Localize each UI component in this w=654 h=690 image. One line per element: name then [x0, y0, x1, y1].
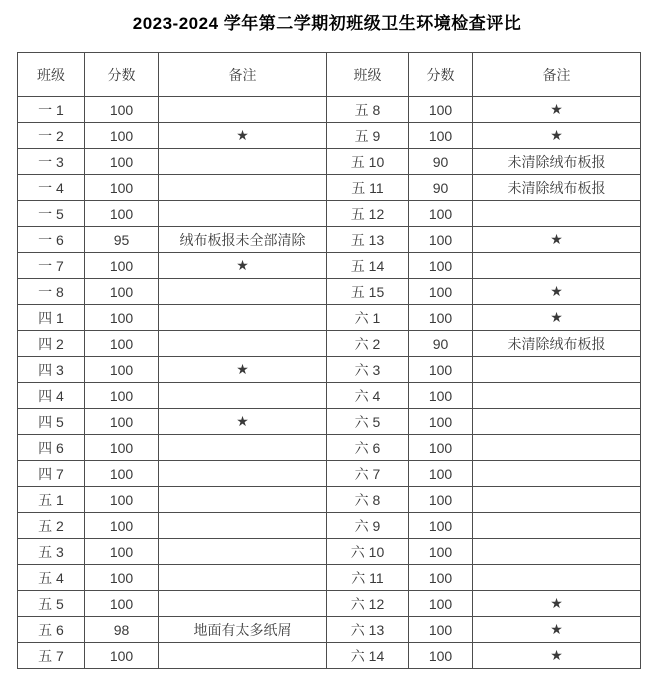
score-cell: 100 — [85, 149, 159, 175]
remark-cell — [159, 201, 327, 227]
class-cell: 五 12 — [327, 201, 409, 227]
score-cell: 100 — [85, 279, 159, 305]
remark-cell — [473, 461, 641, 487]
score-cell: 100 — [409, 461, 473, 487]
class-cell: 四 5 — [18, 409, 85, 435]
score-cell: 100 — [85, 175, 159, 201]
class-cell: 五 7 — [18, 643, 85, 669]
table-row — [18, 617, 641, 643]
header-remark-left: 备注 — [159, 53, 327, 97]
score-cell: 100 — [85, 331, 159, 357]
class-cell: 四 7 — [18, 461, 85, 487]
score-cell: 100 — [85, 643, 159, 669]
remark-cell: ★ — [473, 591, 641, 617]
header-class-left: 班级 — [18, 53, 85, 97]
table-row — [18, 383, 641, 409]
score-cell: 98 — [85, 617, 159, 643]
remark-cell — [159, 279, 327, 305]
class-cell: 六 6 — [327, 435, 409, 461]
remark-cell: ★ — [159, 409, 327, 435]
class-cell: 六 2 — [327, 331, 409, 357]
table-row — [18, 487, 641, 513]
table-row — [18, 539, 641, 565]
table-row — [18, 279, 641, 305]
score-cell: 100 — [409, 253, 473, 279]
class-cell: 四 3 — [18, 357, 85, 383]
score-cell: 100 — [409, 123, 473, 149]
remark-cell — [159, 461, 327, 487]
remark-cell — [159, 175, 327, 201]
class-cell: 五 10 — [327, 149, 409, 175]
score-cell: 100 — [85, 539, 159, 565]
class-cell: 六 3 — [327, 357, 409, 383]
score-cell: 100 — [409, 591, 473, 617]
score-cell: 100 — [85, 253, 159, 279]
score-cell: 100 — [409, 513, 473, 539]
class-cell: 四 1 — [18, 305, 85, 331]
score-cell: 100 — [85, 435, 159, 461]
score-cell: 100 — [409, 565, 473, 591]
class-cell: 五 9 — [327, 123, 409, 149]
remark-cell: 绒布板报未全部清除 — [159, 227, 327, 253]
score-cell: 95 — [85, 227, 159, 253]
score-cell: 100 — [409, 357, 473, 383]
remark-cell — [473, 513, 641, 539]
score-cell: 100 — [85, 591, 159, 617]
remark-cell — [159, 435, 327, 461]
score-cell: 100 — [409, 279, 473, 305]
remark-cell — [159, 383, 327, 409]
score-cell: 90 — [409, 149, 473, 175]
class-cell: 一 8 — [18, 279, 85, 305]
hygiene-evaluation-table — [17, 52, 641, 669]
table-row — [18, 409, 641, 435]
remark-cell — [473, 383, 641, 409]
header-score-left: 分数 — [85, 53, 159, 97]
table-row — [18, 565, 641, 591]
remark-cell: ★ — [473, 279, 641, 305]
remark-cell — [473, 201, 641, 227]
class-cell: 五 3 — [18, 539, 85, 565]
table-row — [18, 175, 641, 201]
class-cell: 六 10 — [327, 539, 409, 565]
remark-cell — [473, 565, 641, 591]
remark-cell — [159, 591, 327, 617]
remark-cell: 未清除绒布板报 — [473, 149, 641, 175]
score-cell: 100 — [85, 201, 159, 227]
remark-cell — [159, 331, 327, 357]
class-cell: 六 5 — [327, 409, 409, 435]
header-score-right: 分数 — [409, 53, 473, 97]
page-title: 2023-2024 学年第二学期初班级卫生环境检查评比 — [132, 14, 522, 33]
class-cell: 五 5 — [18, 591, 85, 617]
remark-cell — [473, 487, 641, 513]
header-remark-right: 备注 — [473, 53, 641, 97]
table-row — [18, 331, 641, 357]
class-cell: 一 5 — [18, 201, 85, 227]
score-cell: 90 — [409, 175, 473, 201]
score-cell: 100 — [409, 617, 473, 643]
table-row — [18, 201, 641, 227]
class-cell: 一 7 — [18, 253, 85, 279]
class-cell: 六 7 — [327, 461, 409, 487]
table-row — [18, 461, 641, 487]
remark-cell: ★ — [473, 617, 641, 643]
table-row — [18, 435, 641, 461]
class-cell: 六 13 — [327, 617, 409, 643]
remark-cell — [159, 643, 327, 669]
class-cell: 六 12 — [327, 591, 409, 617]
remark-cell — [473, 539, 641, 565]
class-cell: 五 13 — [327, 227, 409, 253]
score-cell: 100 — [85, 409, 159, 435]
remark-cell — [473, 253, 641, 279]
remark-cell — [159, 539, 327, 565]
score-cell: 100 — [409, 487, 473, 513]
remark-cell: ★ — [159, 123, 327, 149]
remark-cell: ★ — [159, 357, 327, 383]
class-cell: 五 6 — [18, 617, 85, 643]
class-cell: 一 3 — [18, 149, 85, 175]
remark-cell: ★ — [473, 227, 641, 253]
class-cell: 六 8 — [327, 487, 409, 513]
remark-cell: ★ — [473, 305, 641, 331]
remark-cell — [473, 409, 641, 435]
class-cell: 五 15 — [327, 279, 409, 305]
class-cell: 六 4 — [327, 383, 409, 409]
remark-cell: 未清除绒布板报 — [473, 331, 641, 357]
class-cell: 六 11 — [327, 565, 409, 591]
table-row — [18, 591, 641, 617]
class-cell: 五 8 — [327, 97, 409, 123]
score-cell: 100 — [85, 513, 159, 539]
remark-cell — [159, 487, 327, 513]
header-class-right: 班级 — [327, 53, 409, 97]
class-cell: 四 2 — [18, 331, 85, 357]
remark-cell: ★ — [159, 253, 327, 279]
remark-cell — [159, 513, 327, 539]
table-row — [18, 253, 641, 279]
remark-cell — [159, 565, 327, 591]
table-row — [18, 149, 641, 175]
remark-cell: 未清除绒布板报 — [473, 175, 641, 201]
class-cell: 一 1 — [18, 97, 85, 123]
remark-cell — [473, 435, 641, 461]
table-row — [18, 357, 641, 383]
score-cell: 100 — [409, 643, 473, 669]
remark-cell — [159, 97, 327, 123]
score-cell: 90 — [409, 331, 473, 357]
table-row — [18, 643, 641, 669]
score-cell: 100 — [409, 539, 473, 565]
score-cell: 100 — [85, 383, 159, 409]
score-cell: 100 — [85, 565, 159, 591]
class-cell: 五 14 — [327, 253, 409, 279]
score-cell: 100 — [409, 305, 473, 331]
remark-cell: ★ — [473, 97, 641, 123]
remark-cell — [159, 305, 327, 331]
class-cell: 四 6 — [18, 435, 85, 461]
table-body — [18, 97, 641, 669]
class-cell: 六 1 — [327, 305, 409, 331]
score-cell: 100 — [85, 305, 159, 331]
remark-cell — [159, 149, 327, 175]
class-cell: 一 2 — [18, 123, 85, 149]
table-row — [18, 123, 641, 149]
class-cell: 四 4 — [18, 383, 85, 409]
header-row — [18, 53, 641, 97]
score-cell: 100 — [85, 357, 159, 383]
table-row — [18, 305, 641, 331]
score-cell: 100 — [409, 201, 473, 227]
score-cell: 100 — [409, 435, 473, 461]
score-cell: 100 — [85, 123, 159, 149]
class-cell: 五 1 — [18, 487, 85, 513]
score-cell: 100 — [409, 383, 473, 409]
score-cell: 100 — [85, 97, 159, 123]
score-cell: 100 — [409, 409, 473, 435]
class-cell: 五 11 — [327, 175, 409, 201]
score-cell: 100 — [409, 97, 473, 123]
table-row — [18, 227, 641, 253]
remark-cell: ★ — [473, 123, 641, 149]
class-cell: 五 4 — [18, 565, 85, 591]
score-cell: 100 — [85, 461, 159, 487]
class-cell: 五 2 — [18, 513, 85, 539]
class-cell: 一 4 — [18, 175, 85, 201]
remark-cell: ★ — [473, 643, 641, 669]
class-cell: 六 14 — [327, 643, 409, 669]
score-cell: 100 — [85, 487, 159, 513]
score-cell: 100 — [409, 227, 473, 253]
table-row — [18, 97, 641, 123]
remark-cell — [473, 357, 641, 383]
class-cell: 一 6 — [18, 227, 85, 253]
remark-cell: 地面有太多纸屑 — [159, 617, 327, 643]
class-cell: 六 9 — [327, 513, 409, 539]
table-row — [18, 513, 641, 539]
